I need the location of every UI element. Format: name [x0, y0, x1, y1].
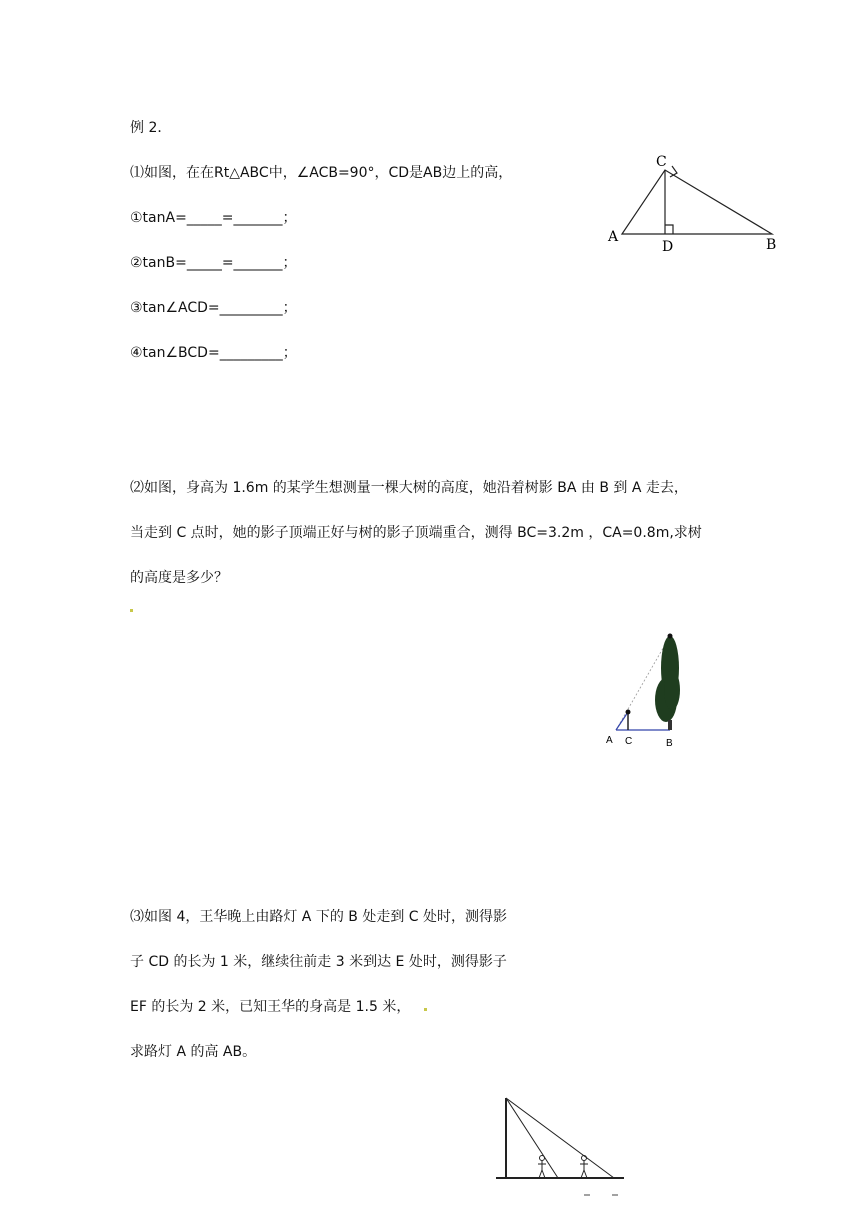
label-d: D [662, 239, 674, 255]
person-2-icon [580, 1156, 588, 1179]
person-shadow-line [616, 712, 628, 730]
label-b2: B [666, 738, 673, 749]
label-b: B [766, 237, 777, 253]
part1-q4: ④tan∠BCD=_________； [130, 345, 297, 361]
label-a: A [608, 229, 619, 245]
label-a2: A [606, 735, 613, 746]
part3-line1: ⑶如图 4，王华晚上由路灯 A 下的 B 处走到 C 处时，测得影 [130, 909, 508, 925]
right-angle-d [665, 225, 673, 234]
part2-line3: 的高度是多少？ [130, 570, 228, 586]
part1-q2: ②tanB=_____=_______； [130, 255, 297, 271]
part3-line3: EF 的长为 2 米，已知王华的身高是 1.5 米， [130, 999, 411, 1015]
tree-figure [600, 628, 700, 752]
part3-line2: 子 CD 的长为 1 米，继续往前走 3 米到达 E 处时，测得影子 [130, 954, 507, 970]
person-head [626, 710, 631, 715]
person-1-icon [538, 1156, 546, 1179]
label-c2: C [625, 736, 633, 747]
tree-icon [655, 634, 680, 731]
mark-dot [424, 1008, 427, 1011]
part1-q1: ①tanA=_____=_______； [130, 210, 297, 226]
streetlight-figure [496, 1092, 626, 1202]
triangle-figure [600, 150, 790, 260]
part2-line1: ⑵如图，身高为 1.6m 的某学生想测量一棵大树的高度，她沿着树影 BA 由 B 到 A 走去， [130, 480, 688, 496]
light-ray-2 [506, 1098, 614, 1178]
right-angle-c [670, 166, 677, 177]
light-ray-1 [506, 1098, 558, 1178]
mark-dot [130, 609, 133, 612]
part3-line4: 求路灯 A 的高 AB。 [130, 1044, 257, 1060]
example-title: 例 2． [130, 120, 172, 136]
triangle-abc [622, 170, 772, 234]
part1-q3: ③tan∠ACD=_________； [130, 300, 297, 316]
part1-intro: ⑴如图，在在Rt△ABC中，∠ACB=90°，CD是AB边上的高， [130, 165, 513, 181]
part2-line2: 当走到 C 点时，她的影子顶端正好与树的影子顶端重合，测得 BC=3.2m ，CA=0.8m,求树 [130, 525, 702, 541]
label-c: C [656, 154, 667, 170]
